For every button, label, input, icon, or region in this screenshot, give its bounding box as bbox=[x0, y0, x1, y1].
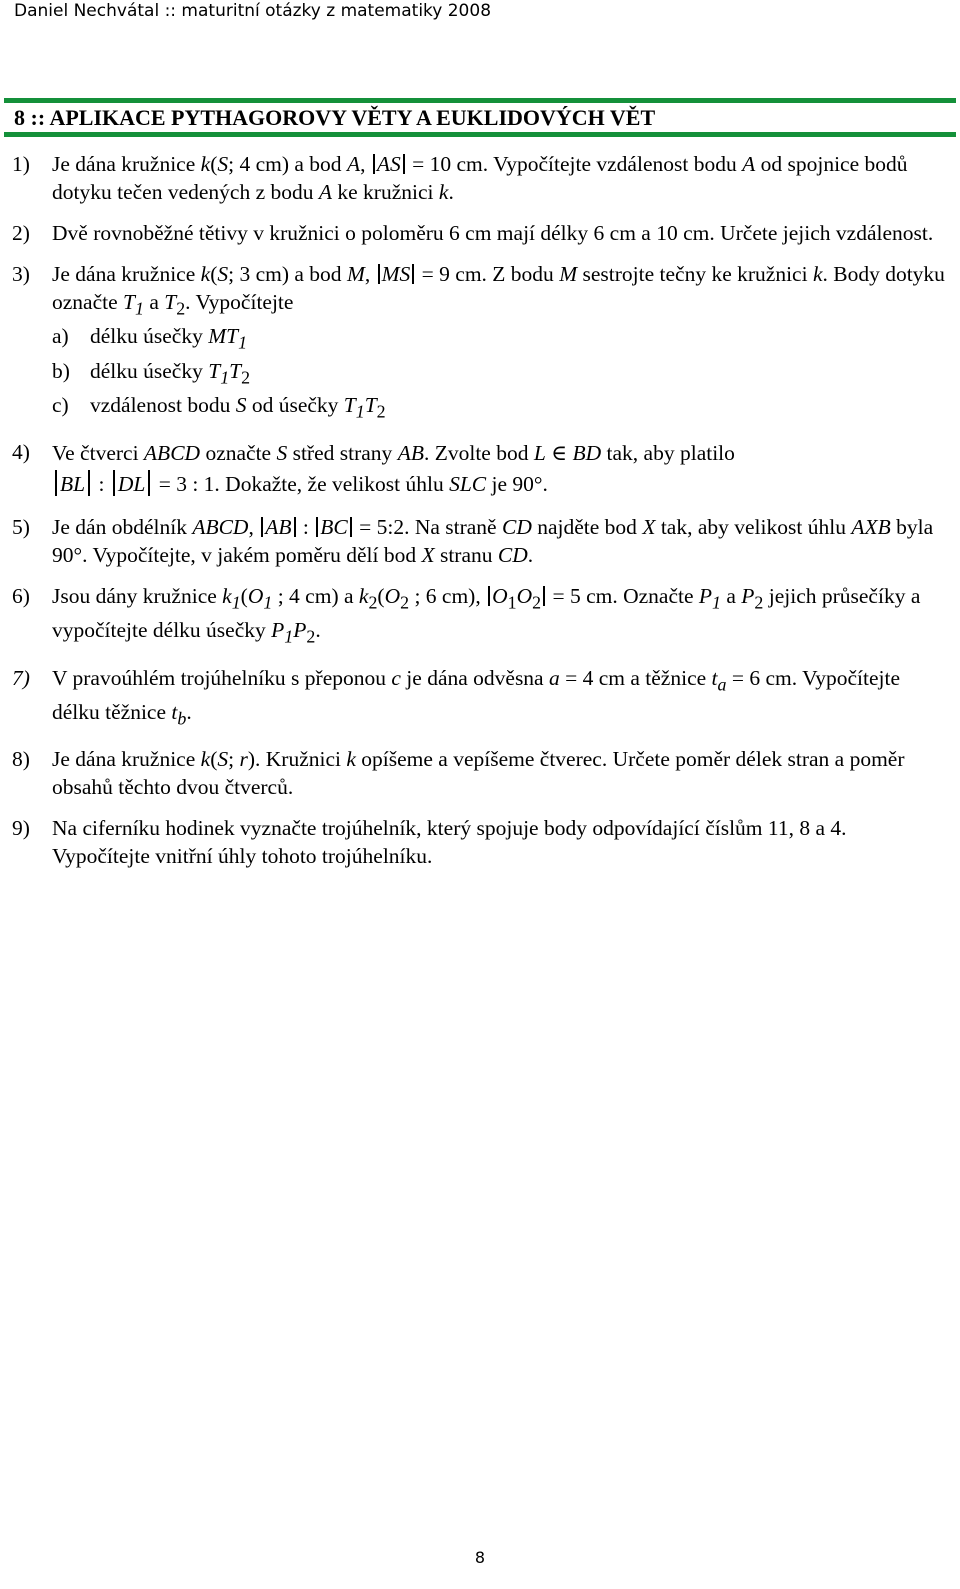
subtask-c: c) vzdálenost bodu S od úsečky $T_1T_2$ bbox=[52, 392, 386, 422]
problem-2 bbox=[12, 219, 947, 247]
problem-list bbox=[12, 150, 947, 870]
problem-number: 9) bbox=[12, 816, 30, 841]
problem-number: 8) bbox=[12, 747, 30, 772]
problem-7 bbox=[12, 664, 947, 733]
problem-text: Ve čtverci ABCD označte S střed strany AB. Zvolte bod L ∈ BD tak, aby platilo BL : DL = 3 : 1. Dokažte, že velikost úhlu SLC je 90°. bbox=[52, 441, 735, 497]
problem-number: 2) bbox=[12, 221, 30, 245]
subtask-b: b) délku úsečky $T_1T_2$ bbox=[52, 358, 251, 387]
problem-9 bbox=[12, 814, 947, 870]
page-number: 8 bbox=[474, 1548, 486, 1567]
problem-text: V pravoúhlém trojúhelníku s přeponou c je dána odvěsna a = 4 cm a těžnice $t_a = 6$ cm. Vypočítejte délku těžnice $t_b$. bbox=[52, 665, 901, 729]
problem-number: 1) bbox=[12, 152, 30, 176]
problem-number: 5) bbox=[12, 515, 30, 540]
problem-text: Je dána kružnice k(S; r). Kružnici k opíšeme a vepíšeme čtverec. Určete poměr délek stran a poměr obsahů těchto dvou čtverců. bbox=[52, 747, 905, 800]
problem-4 bbox=[12, 438, 947, 500]
problem-number: 4) bbox=[12, 440, 30, 465]
problem-text: Je dán obdélník ABCD, AB : BC = 5:2. Na straně CD najděte bod X tak, aby velikost úhlu AXB byla 90°. Vypočítejte, v jakém poměru dělí bod X stranu CD. bbox=[52, 515, 934, 568]
problem-number: 6) bbox=[12, 584, 30, 609]
page-header: Daniel Nechvátal :: maturitní otázky z matematiky 2008 bbox=[14, 1, 492, 21]
problem-number: 7) bbox=[12, 665, 30, 690]
problem-text: Je dána kružnice k(S; 3 cm) a bod M, MS = 9 cm. Z bodu M sestrojte tečny ke kružnici k. Body dotyku označte $T_1$ a $T_2$. Vypočítejte a) délku úsečky $MT_1$ b) délku úsečky $T_1T_2$ c) vzdálenost bodu S od úsečky $T_1T_2$ bbox=[52, 260, 947, 425]
problem-6 bbox=[12, 582, 947, 651]
problem-number: 3) bbox=[12, 262, 30, 286]
problem-1 bbox=[12, 150, 947, 206]
section-title: 8 :: APLIKACE PYTHAGOROVY VĚTY A EUKLIDOVÝCH VĚT bbox=[14, 105, 656, 130]
problem-text: Jsou dány kružnice $k_1(O_1$ ; 4 cm) a $k_2(O_2$ ; 6 cm), $O_1O_2 = 5$ cm. Označte $P_1$ a $P_2$ jejich průsečíky a vypočítejte délku úsečky $P_1P_2$. bbox=[52, 584, 921, 647]
header-rule-top bbox=[4, 98, 956, 103]
subtask-a: a) délku úsečky $MT_1$ bbox=[52, 324, 248, 353]
header-rule-bottom bbox=[4, 132, 956, 137]
problem-3 bbox=[12, 260, 947, 425]
problem-5 bbox=[12, 513, 947, 569]
problem-text: Dvě rovnoběžné tětivy v kružnici o poloměru 6 cm mají délky 6 cm a 10 cm. Určete jejich vzdálenost. bbox=[52, 221, 934, 245]
problem-8 bbox=[12, 745, 947, 801]
problem-text: Je dána kružnice k(S; 4 cm) a bod A, AS = 10 cm. Vypočítejte vzdálenost bodu A od spojnice bodů dotyku tečen vedených z bodu A ke kružnici k. bbox=[52, 152, 908, 204]
problem-text: Na ciferníku hodinek vyznačte trojúhelník, který spojuje body odpovídající číslům 11, 8 a 4. Vypočítejte vnitřní úhly tohoto trojúhelníku. bbox=[52, 816, 847, 869]
